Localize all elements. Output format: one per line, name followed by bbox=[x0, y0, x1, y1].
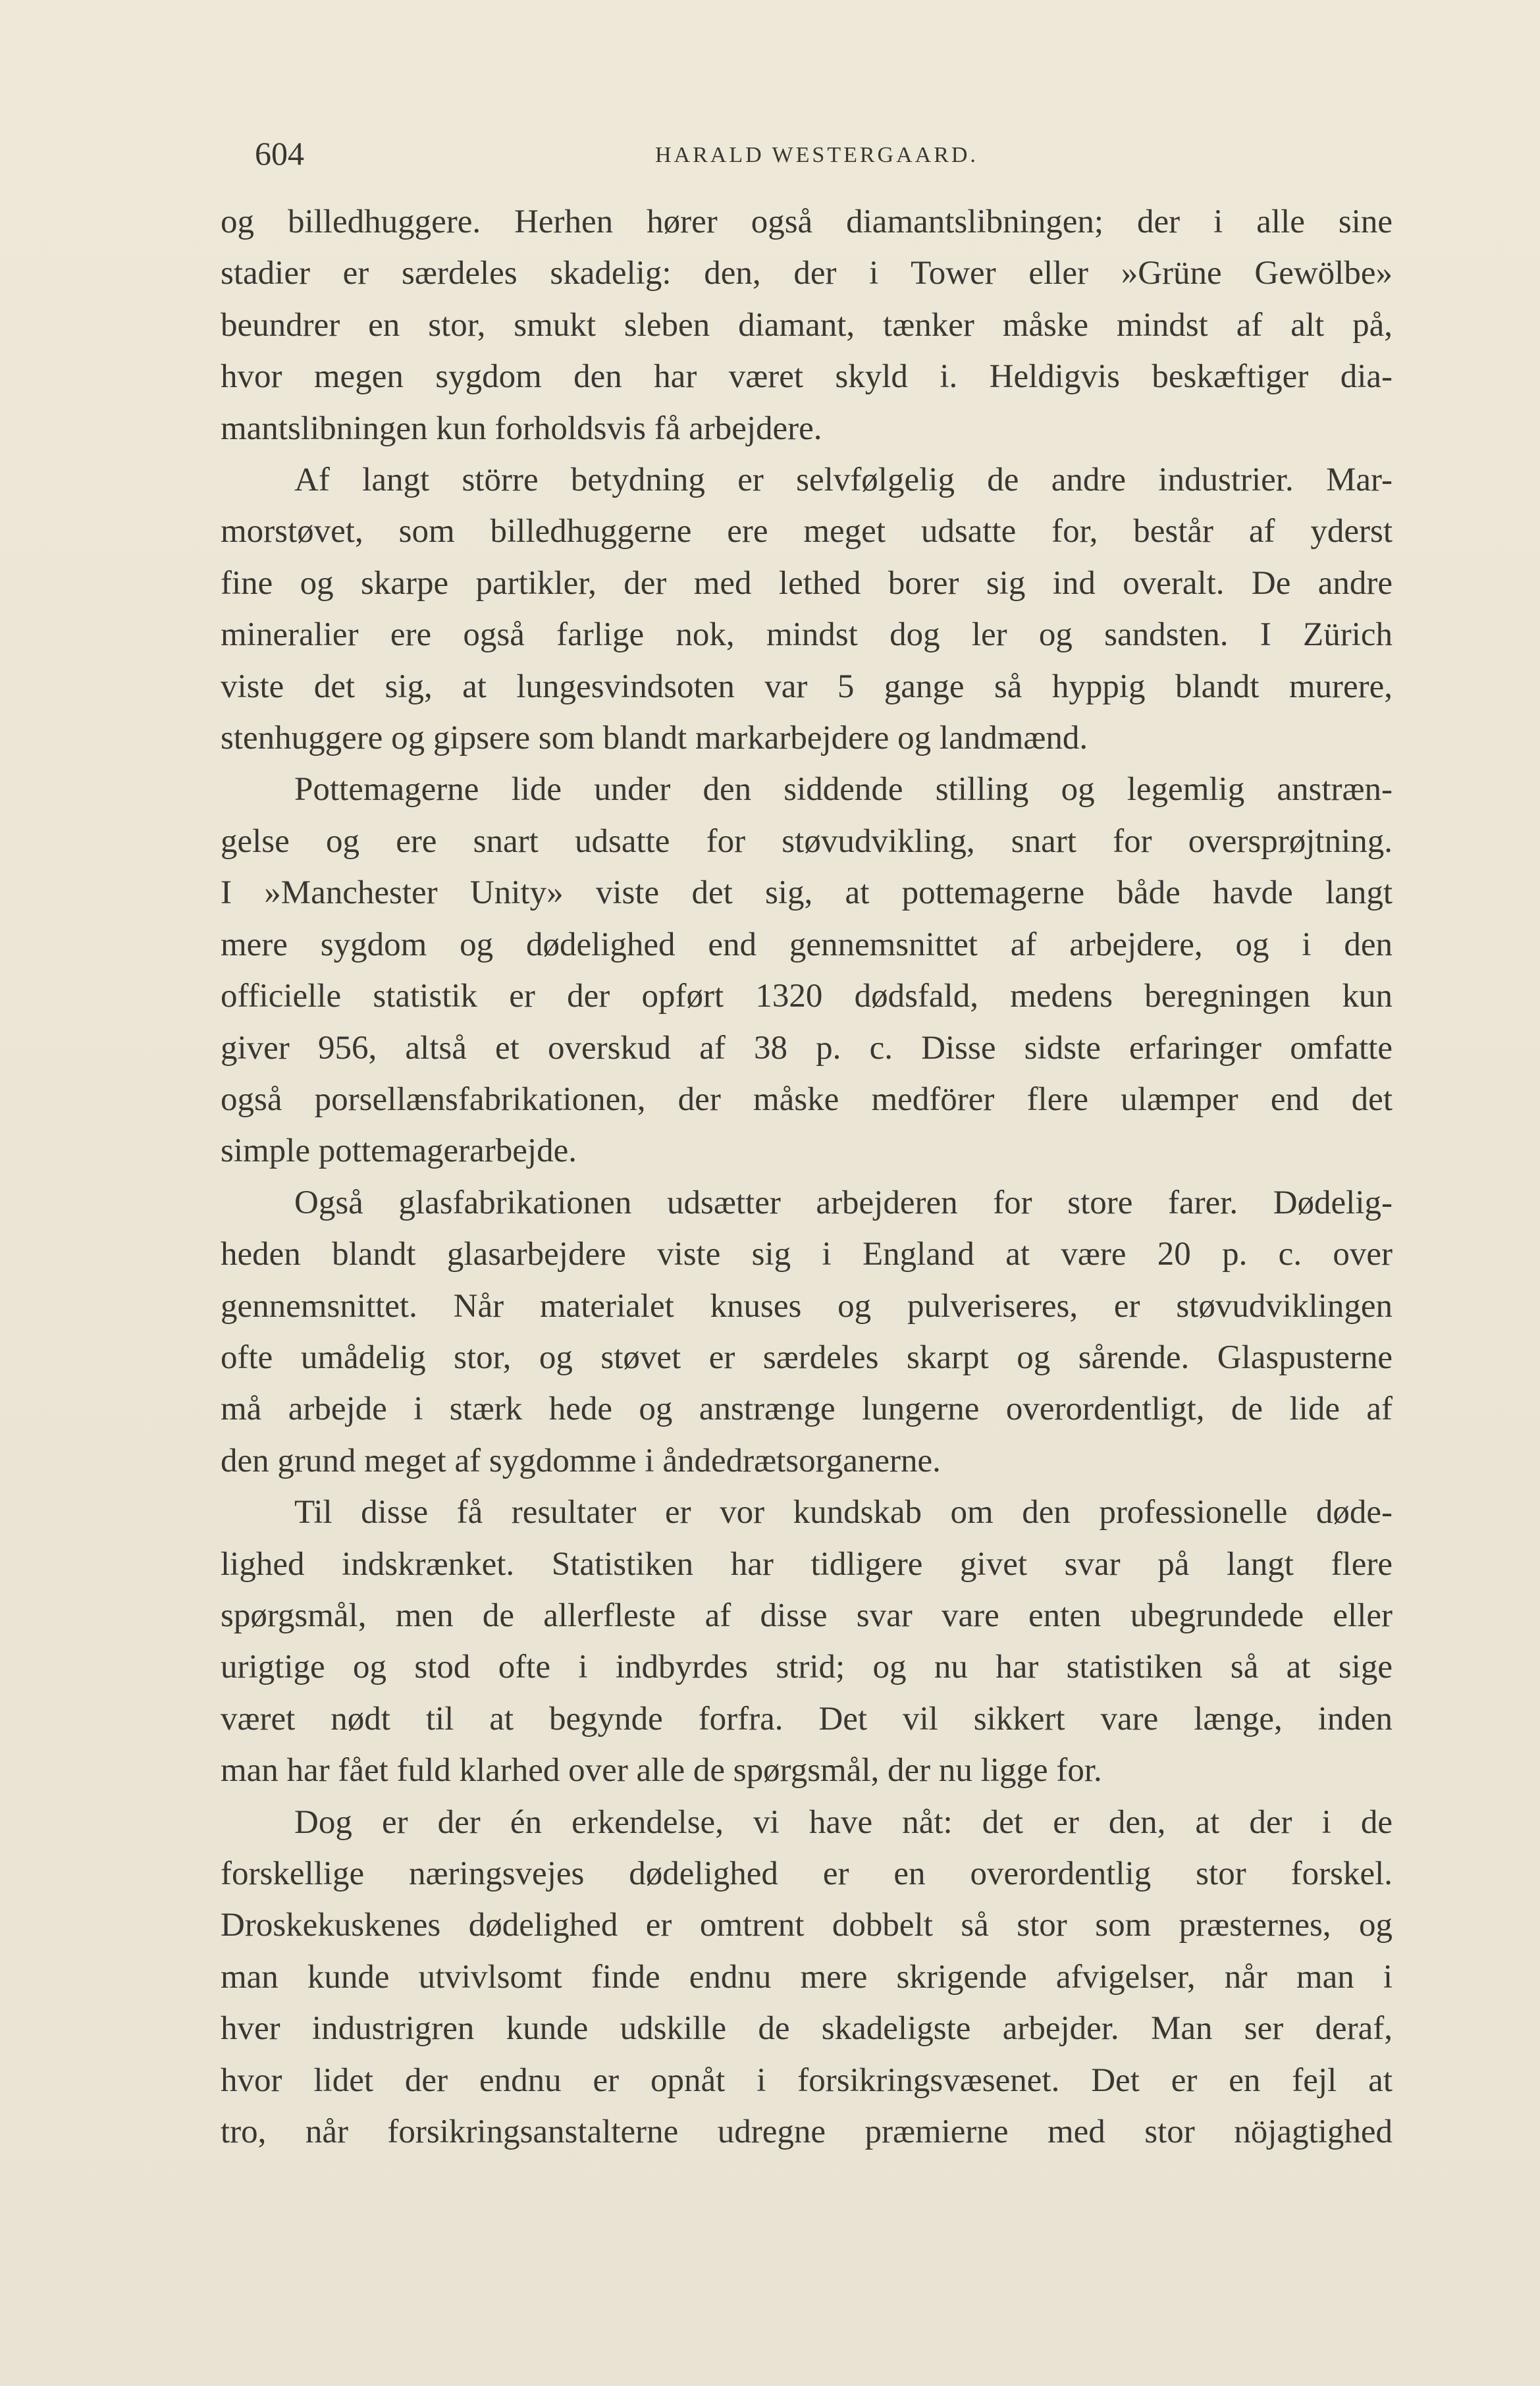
text-line: gennemsnittet. Når materialet knuses og pulveriseres, er støvudviklingen bbox=[221, 1287, 1393, 1325]
text-line: mere sygdom og dødelighed end gennemsnittet af arbejdere, og i den bbox=[221, 926, 1393, 963]
text-line: mantslibningen kun forholdsvis få arbejdere. bbox=[221, 410, 822, 447]
text-line: må arbejde i stærk hede og anstrænge lungerne overordentligt, de lide af bbox=[221, 1391, 1393, 1428]
text-line: Også glasfabrikationen udsætter arbejderen for store farer. Dødelig- bbox=[294, 1184, 1393, 1221]
running-head: HARALD WESTERGAARD. bbox=[655, 143, 978, 167]
page-header bbox=[221, 130, 1393, 176]
text-line: været nødt til at begynde forfra. Det vil sikkert vare længe, inden bbox=[221, 1700, 1393, 1737]
text-line: den grund meget af sygdomme i åndedrætsorganerne. bbox=[221, 1442, 941, 1479]
text-line: Af langt större betydning er selvfølgelig de andre industrier. Mar- bbox=[294, 462, 1393, 499]
page-number: 604 bbox=[255, 135, 304, 172]
paragraph bbox=[221, 764, 1393, 1177]
text-line: Til disse få resultater er vor kundskab om den professionelle døde- bbox=[294, 1494, 1393, 1531]
text-line: ofte umådelig stor, og støvet er særdeles skarpt og sårende. Glaspusterne bbox=[221, 1339, 1393, 1376]
text-line: simple pottemagerarbejde. bbox=[221, 1132, 577, 1170]
text-line: urigtige og stod ofte i indbyrdes strid; og nu har statistiken så at sige bbox=[221, 1649, 1393, 1686]
text-line: hvor lidet der endnu er opnåt i forsikringsvæsenet. Det er en fejl at bbox=[221, 2061, 1393, 2099]
paragraph bbox=[221, 1797, 1393, 2158]
text-line: morstøvet, som billedhuggerne ere meget udsatte for, består af yderst bbox=[221, 513, 1393, 550]
text-line: I »Manchester Unity» viste det sig, at pottemagerne både havde langt bbox=[221, 874, 1393, 912]
text-line: forskellige næringsvejes dødelighed er en overordentlig stor forskel. bbox=[221, 1855, 1393, 1892]
text-line: gelse og ere snart udsatte for støvudvikling, snart for oversprøjtning. bbox=[221, 822, 1393, 860]
text-line: man har fået fuld klarhed over alle de spørgsmål, der nu ligge for. bbox=[221, 1752, 1102, 1790]
body-text bbox=[221, 196, 1393, 2158]
text-line: Dog er der én erkendelse, vi have nåt: det er den, at der i de bbox=[294, 1803, 1393, 1841]
text-line: tro, når forsikringsanstalterne udregne præmierne med stor nöjagtighed bbox=[221, 2113, 1393, 2151]
text-line: også porsellænsfabrikationen, der måske medförer flere ulæmper end det bbox=[221, 1080, 1393, 1118]
text-line: Droskekuskenes dødelighed er omtrent dobbelt så stor som præsternes, og bbox=[221, 1907, 1393, 1944]
text-line: viste det sig, at lungesvindsoten var 5 gange så hyppig blandt murere, bbox=[221, 668, 1393, 705]
text-line: man kunde utvivlsomt finde endnu mere skrigende afvigelser, når man i bbox=[221, 1958, 1393, 1996]
paragraph bbox=[221, 196, 1393, 454]
paragraph bbox=[221, 454, 1393, 764]
text-line: lighed indskrænket. Statistiken har tidligere givet svar på langt flere bbox=[221, 1545, 1393, 1583]
paragraph bbox=[221, 1487, 1393, 1796]
text-line: og billedhuggere. Herhen hører også diamantslibningen; der i alle sine bbox=[221, 203, 1393, 240]
text-line: giver 956, altså et overskud af 38 p. c. Disse sidste erfaringer omfatte bbox=[221, 1029, 1393, 1067]
text-line: stenhuggere og gipsere som blandt markarbejdere og landmænd. bbox=[221, 720, 1088, 757]
text-line: stadier er særdeles skadelig: den, der i Tower eller »Grüne Gewölbe» bbox=[221, 255, 1393, 292]
paragraph bbox=[221, 1177, 1393, 1487]
text-line: Pottemagerne lide under den siddende stilling og legemlig anstræn- bbox=[294, 771, 1393, 809]
text-line: hver industrigren kunde udskille de skadeligste arbejder. Man ser deraf, bbox=[221, 2010, 1393, 2048]
text-line: heden blandt glasarbejdere viste sig i England at være 20 p. c. over bbox=[221, 1236, 1393, 1273]
text-line: beundrer en stor, smukt sleben diamant, tænker måske mindst af alt på, bbox=[221, 306, 1393, 344]
text-line: hvor megen sygdom den har været skyld i. Heldigvis beskæftiger dia- bbox=[221, 358, 1393, 396]
text-line: mineralier ere også farlige nok, mindst dog ler og sandsten. I Zürich bbox=[221, 616, 1393, 654]
text-line: officielle statistik er der opført 1320 dødsfald, medens beregningen kun bbox=[221, 978, 1393, 1015]
text-line: spørgsmål, men de allerfleste af disse svar vare enten ubegrundede eller bbox=[221, 1597, 1393, 1634]
text-line: fine og skarpe partikler, der med lethed borer sig ind overalt. De andre bbox=[221, 564, 1393, 602]
